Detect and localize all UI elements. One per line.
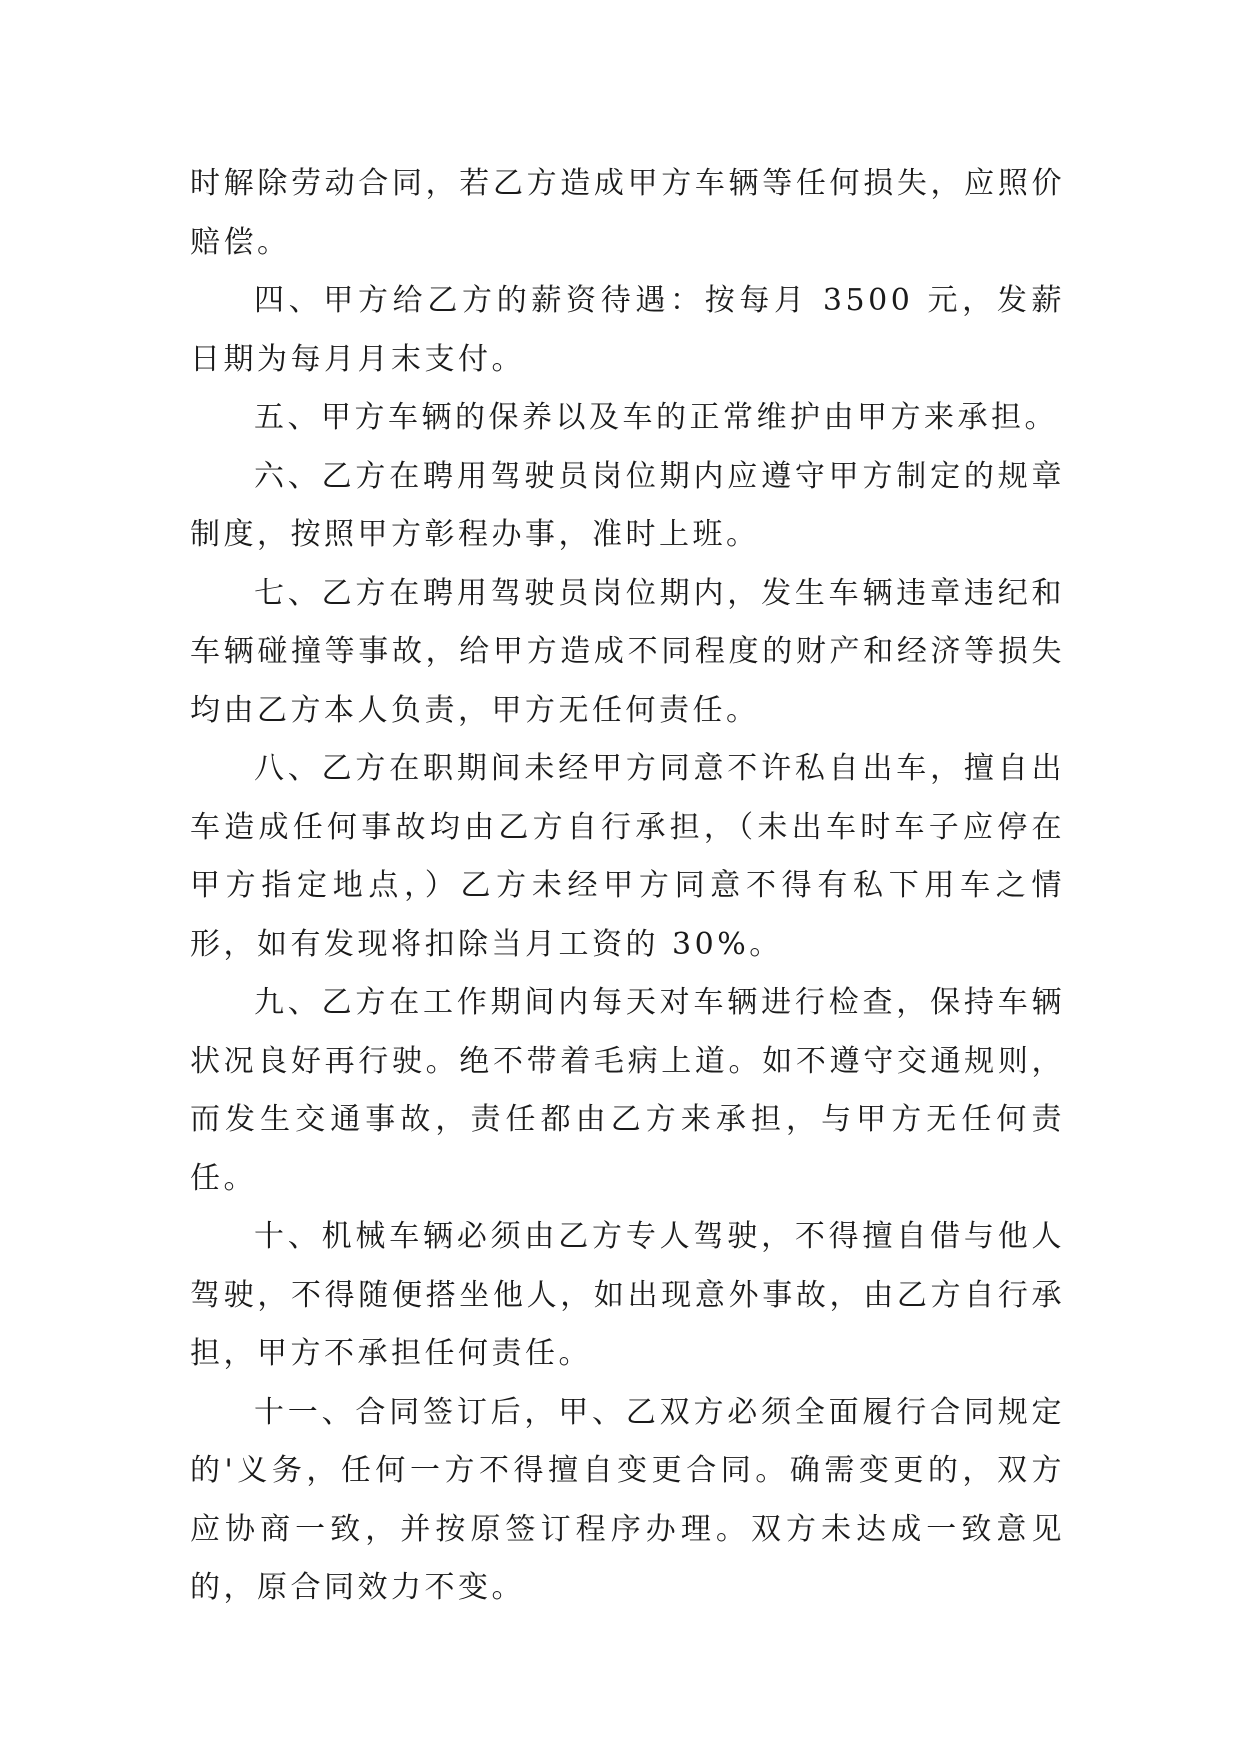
paragraph-clause-4: 四、甲方给乙方的薪资待遇：按每月 3500 元，发薪日期为每月月末支付。 — [190, 283, 1065, 377]
paragraph-clause-8: 八、乙方在职期间未经甲方同意不许私自出车，擅自出车造成任何事故均由乙方自行承担，（未出车时车子应停在甲方指定地点，）乙方未经甲方同意不得有私下用车之情形，如有发现将扣除当月工资的 30%。 — [190, 751, 1065, 962]
paragraph-clause-6: 六、乙方在聘用驾驶员岗位期内应遵守甲方制定的规章制度，按照甲方彰程办事，准时上班。 — [190, 458, 1065, 552]
paragraph-clause-7: 七、乙方在聘用驾驶员岗位期内，发生车辆违章违纪和车辆碰撞等事故，给甲方造成不同程度的财产和经济等损失均由乙方本人负责，甲方无任何责任。 — [190, 575, 1065, 728]
paragraph-clause-9: 九、乙方在工作期间内每天对车辆进行检查，保持车辆状况良好再行驶。绝不带着毛病上道。如不遵守交通规则，而发生交通事故，责任都由乙方来承担，与甲方无任何责任。 — [190, 985, 1065, 1196]
paragraph-continuation: 时解除劳动合同，若乙方造成甲方车辆等任何损失，应照价赔偿。 — [190, 166, 1065, 260]
paragraph-clause-11: 十一、合同签订后，甲、乙双方必须全面履行合同规定的'义务，任何一方不得擅自变更合同。确需变更的，双方应协商一致，并按原签订程序办理。双方未达成一致意见的，原合同效力不变。 — [190, 1394, 1065, 1605]
paragraph-clause-5: 五、甲方车辆的保养以及车的正常维护由甲方来承担。 — [254, 400, 1058, 435]
document-body — [190, 155, 1065, 1618]
paragraph-clause-10: 十、机械车辆必须由乙方专人驾驶，不得擅自借与他人驾驶，不得随便搭坐他人，如出现意外事故，由乙方自行承担，甲方不承担任何责任。 — [190, 1219, 1065, 1371]
